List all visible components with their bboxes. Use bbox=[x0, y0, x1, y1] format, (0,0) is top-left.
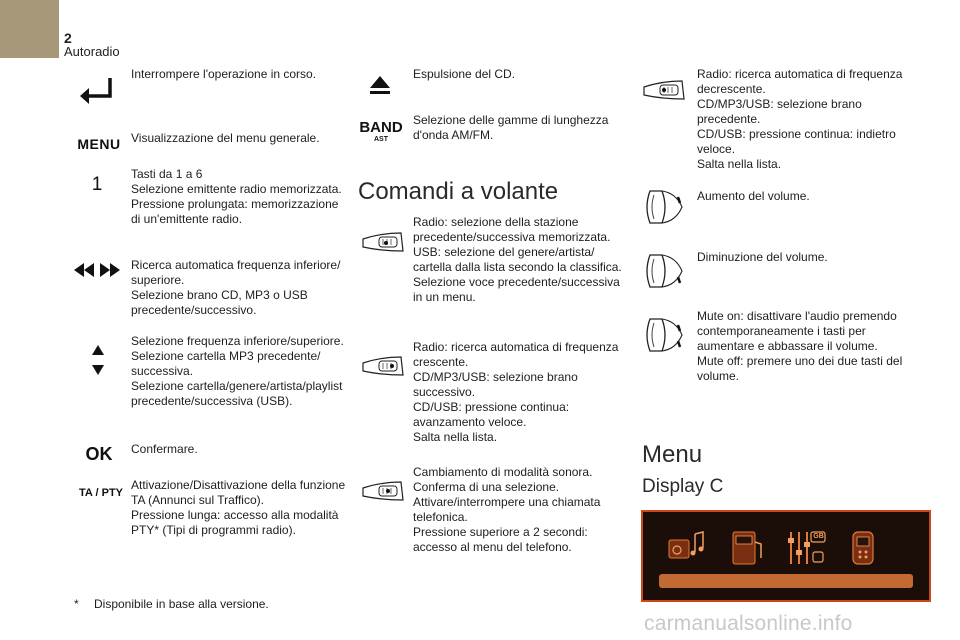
text-wheel-2: Radio: ricerca automatica di frequenza crescente. CD/MP3/USB: selezione brano successivo. CD/USB: pressione continua: avanzamento veloce. Salta nella lista. bbox=[413, 340, 619, 444]
ast-label: AST bbox=[374, 135, 388, 143]
text-folders: Selezione frequenza inferiore/superiore. Selezione cartella MP3 precedente/ successiva. Selezione cartella/genere/artista/playlist precedente/successiva (USB). bbox=[131, 334, 344, 408]
multimedia-icon bbox=[665, 526, 709, 570]
text-volume-down: Diminuzione del volume. bbox=[697, 250, 828, 264]
menu-button-icon: MENU bbox=[77, 136, 121, 152]
wheel-control-icon bbox=[641, 76, 687, 104]
text-band: Selezione delle gamme di lunghezza d'onda AM/FM. bbox=[413, 113, 609, 142]
band-ast-button-icon bbox=[358, 118, 404, 144]
text-interrompere: Interrompere l'operazione in corso. bbox=[131, 67, 317, 81]
eject-icon bbox=[368, 74, 392, 96]
footnote-marker: * bbox=[74, 597, 79, 611]
display-c-screen bbox=[641, 510, 931, 602]
chapter-title: Autoradio bbox=[64, 44, 120, 59]
wheel-control-icon bbox=[360, 352, 406, 380]
wheel-control-icon bbox=[360, 228, 406, 256]
ta-pty-button-icon: TA / PTY bbox=[79, 487, 123, 499]
page-number: 2 bbox=[64, 30, 72, 46]
text-seek: Ricerca automatica frequenza inferiore/ superiore. Selezione brano CD, MP3 o USB precedente/successivo. bbox=[131, 258, 341, 317]
volume-control-icon bbox=[641, 314, 687, 356]
footnote-text: Disponibile in base alla versione. bbox=[94, 597, 269, 611]
phone-icon bbox=[843, 526, 887, 570]
text-ok: Confermare. bbox=[131, 442, 198, 456]
watermark: carmanualsonline.info bbox=[644, 612, 853, 635]
text-eject: Espulsione del CD. bbox=[413, 67, 516, 81]
band-label: BAND bbox=[359, 118, 403, 136]
text-wheel-4: Radio: ricerca automatica di frequenza decrescente. CD/MP3/USB: selezione brano precedente. CD/USB: pressione continua: indietro veloce. Salta nella lista. bbox=[697, 67, 903, 171]
ok-button-icon: OK bbox=[85, 443, 113, 464]
subsection-title-display: Display C bbox=[642, 476, 724, 497]
volume-control-icon bbox=[641, 186, 687, 228]
trip-computer-icon bbox=[725, 526, 769, 570]
text-wheel-3: Cambiamento di modalità sonora. Conferma di una selezione. Attivare/interrompere una chiamata telefonica. Pressione superiore a 2 secondi: accesso al menu del telefono. bbox=[413, 465, 601, 554]
text-presets: Tasti da 1 a 6 Selezione emittente radio memorizzata. Pressione prolungata: memorizzazione di un'emittente radio. bbox=[131, 167, 342, 226]
return-arrow-icon bbox=[76, 74, 116, 110]
settings-icon bbox=[783, 526, 827, 570]
volume-control-icon bbox=[641, 250, 687, 292]
text-volume-up: Aumento del volume. bbox=[697, 189, 810, 203]
seek-arrows-icon bbox=[72, 260, 122, 280]
gb-badge: GB bbox=[813, 533, 824, 540]
text-wheel-1: Radio: selezione della stazione precedente/successiva memorizzata. USB: selezione del genere/artista/ cartella dalla lista secondo la classifica. Selezione voce precedente/successiva in un menu. bbox=[413, 215, 622, 304]
chapter-tab bbox=[0, 0, 59, 58]
display-selection-bar bbox=[659, 574, 913, 588]
wheel-control-icon bbox=[360, 477, 406, 505]
text-menu: Visualizzazione del menu generale. bbox=[131, 131, 320, 145]
footnote bbox=[74, 597, 269, 611]
text-mute: Mute on: disattivare l'audio premendo contemporaneamente i tasti per aumentare e abbassare il volume. Mute off: premere uno dei due tasti del volume. bbox=[697, 309, 903, 383]
section-title-menu: Menu bbox=[642, 441, 703, 468]
up-down-arrows-icon bbox=[90, 343, 106, 377]
preset-number-icon: 1 bbox=[91, 174, 103, 195]
text-ta-pty: Attivazione/Disattivazione della funzione TA (Annunci sul Traffico). Pressione lunga: accesso alla modalità PTY* (Tipi di programmi radio). bbox=[131, 478, 346, 537]
section-title-comandi: Comandi a volante bbox=[358, 178, 559, 205]
